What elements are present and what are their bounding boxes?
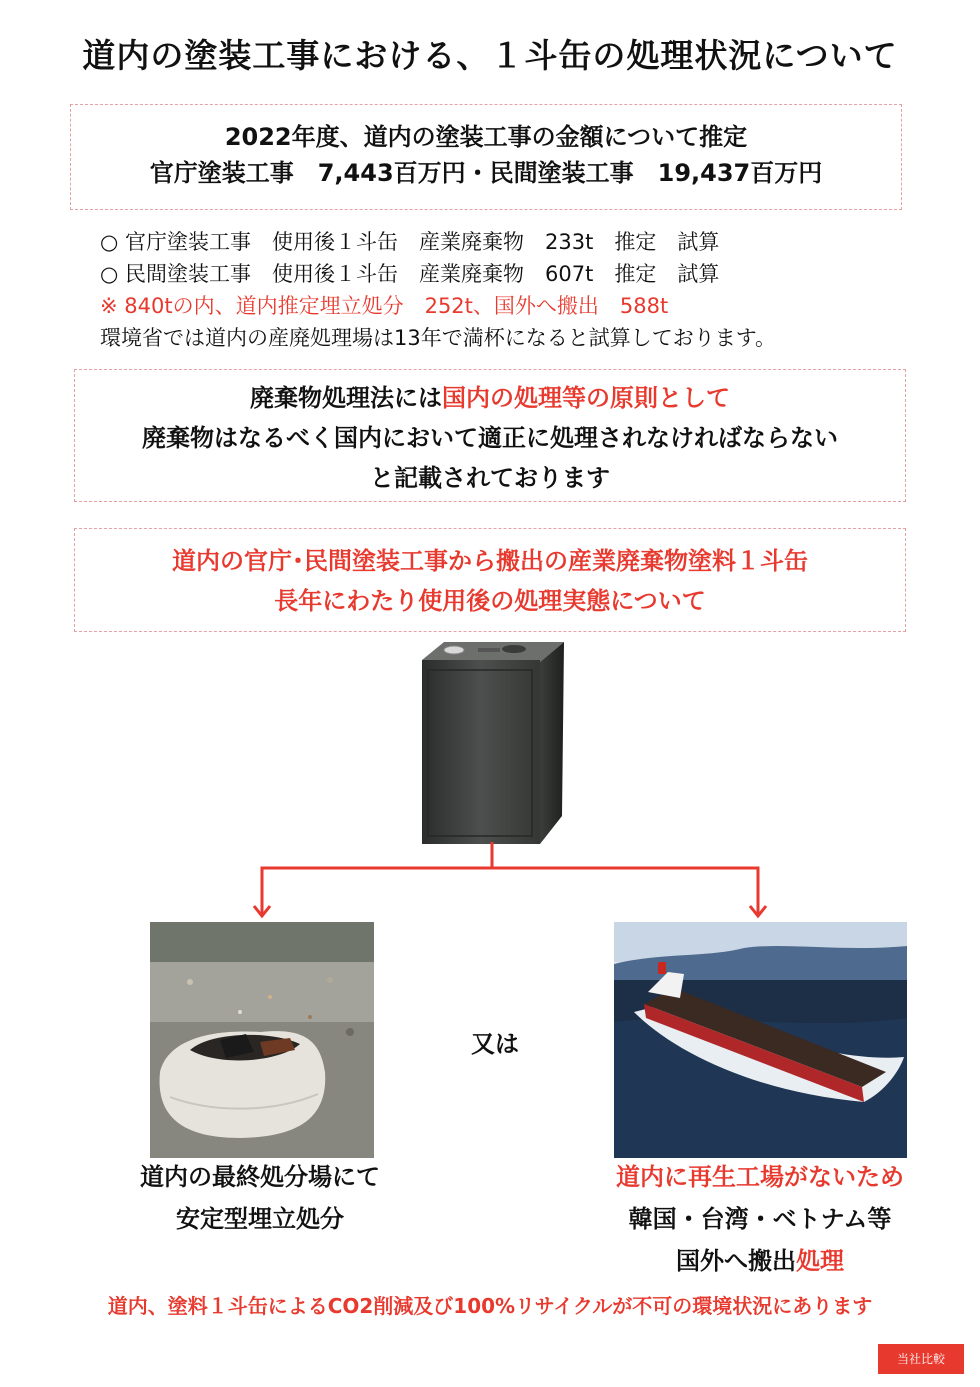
- export-caption-line-3-highlight: 処理: [796, 1247, 844, 1275]
- law-line-1: [75, 378, 905, 418]
- estimate-line-2: 官庁塗装工事 7,443百万円・民間塗装工事 19,437百万円: [149, 159, 823, 187]
- note-breakdown: ※ 840tの内、道内推定埋立処分 252t、国外へ搬出 588t: [100, 294, 669, 318]
- landfill-caption: [110, 1156, 410, 1240]
- landfill-image: [150, 922, 374, 1158]
- landfill-caption-line-1: 道内の最終処分場にて: [140, 1163, 380, 1191]
- page-title: 道内の塗装工事における、１斗缶の処理状況について: [82, 36, 898, 75]
- export-caption-line-2: 韓国・台湾・ベトナム等: [628, 1205, 892, 1233]
- cargo-ship-image: [614, 922, 907, 1158]
- export-caption-line-3-prefix: 国外へ搬出: [676, 1247, 796, 1275]
- comparison-badge: 当社比較: [878, 1344, 964, 1374]
- footer-statement: 道内、塗料１斗缶によるCO2削減及び100%リサイクルが不可の環境状況にあります: [107, 1294, 873, 1318]
- law-line-1-prefix: 廃棄物処理法には: [250, 384, 442, 412]
- export-caption-line-3: [560, 1240, 960, 1282]
- law-line-2: 廃棄物はなるべく国内において適正に処理されなければならない: [142, 424, 838, 452]
- export-caption: [560, 1156, 960, 1282]
- note-government: ○ 官庁塗装工事 使用後１斗缶 産業廃棄物 233t 推定 試算: [100, 230, 720, 254]
- landfill-caption-line-2: 安定型埋立処分: [176, 1205, 344, 1233]
- reality-line-1: 道内の官庁･民間塗装工事から搬出の産業廃棄物塗料１斗缶: [172, 547, 808, 575]
- law-line-1-highlight: 国内の処理等の原則として: [442, 384, 730, 412]
- flow-arrows: [240, 842, 780, 922]
- paint-can-image: [418, 640, 566, 846]
- note-private: ○ 民間塗装工事 使用後１斗缶 産業廃棄物 607t 推定 試算: [100, 262, 720, 286]
- or-label: 又は: [471, 1030, 519, 1058]
- estimate-line-1: 2022年度、道内の塗装工事の金額について推定: [224, 123, 748, 151]
- reality-line-2: 長年にわたり使用後の処理実態について: [274, 587, 706, 615]
- export-caption-line-1: 道内に再生工場がないため: [616, 1163, 904, 1191]
- reality-box: [74, 528, 906, 632]
- note-ministry: 環境省では道内の産廃処理場は13年で満杯になると試算しております。: [100, 326, 777, 350]
- law-box: [74, 369, 906, 502]
- law-line-3: と記載されております: [370, 464, 610, 492]
- notes-list: [100, 226, 920, 354]
- estimate-box: [70, 104, 902, 210]
